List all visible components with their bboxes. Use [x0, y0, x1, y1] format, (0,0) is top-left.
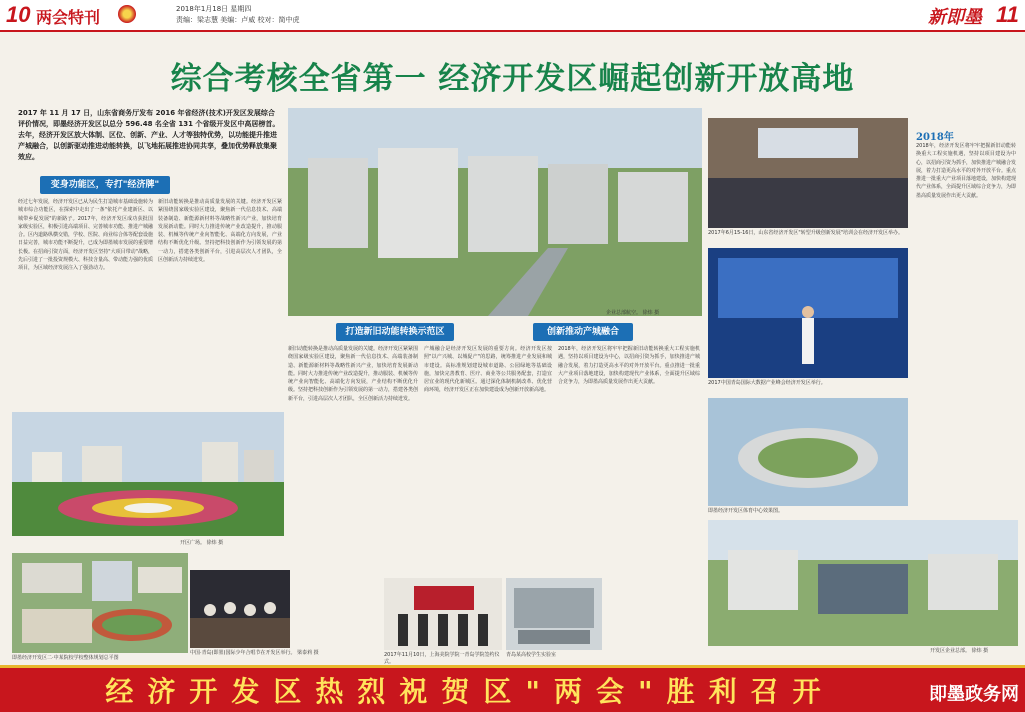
aerial-photo	[288, 108, 702, 316]
campus-caption: 即墨经济开发区二·中某院校学校整体规划总平图	[12, 655, 119, 661]
page-number-right: 11	[996, 2, 1019, 27]
article-column-5: 2018年，经济开发区将牢牢把握新旧动能转换重大工程实施机遇，坚持以项目建设为中心，以招商引资为抓手，加快推进产城融合发展，着力打造更高水平的对外开放平台。重点推进一批重大产业项目落地建设，加快构建现代产业体系，全面提升区域综合竞争力，为即墨高质量发展作出更大贡献。	[916, 143, 1016, 199]
footer-slogan: 经济开发区热烈祝贺区"两会"胜利召开	[105, 675, 835, 708]
conference-caption: 2017年6月15-16日，山东省经济开发区"转型升级创新发展"培训会在经济开发区举办。	[708, 230, 904, 236]
speaker-caption: 2017中国青岛国际大数据产业峰会经济开发区举行。	[708, 380, 826, 386]
lab-caption: 青岛某高校学生实验室	[506, 652, 557, 658]
article-column-4: 2018年，经济开发区将牢牢把握新旧动能转换重大工程实施机遇，坚持以项目建设为中心，以招商引资为抓手，加快推进产城融合发展，着力打造更高水平的对外开放平台。重点推进一批重大产业项目落地建设，加快构建现代产业体系，全面提升区域综合竞争力，为即墨高质量发展作出更大贡献。	[558, 346, 700, 386]
business-caption: 开发区企业总部。 徐炜 摄	[930, 648, 989, 654]
section-title: 两会特刊	[36, 8, 101, 27]
stadium-caption: 即墨经济开发区体育中心效果图。	[708, 508, 784, 514]
conference-image	[708, 118, 908, 228]
section-banner-3: 创新推动产城融合	[533, 323, 633, 341]
campus-plan-render	[12, 553, 188, 653]
garden-photo-image	[12, 412, 284, 536]
section-banner-1: 变身功能区，专打"经济牌"	[40, 176, 170, 194]
article-column-3: 产城融合是经济开发区发展的重要方向。经济开发区按照"以产兴城、以城促产"的思路，统筹推进产业发展和城市建设。高标准规划建设城市道路、公园绿地等基础设施，加快完善教育、医疗、商业等公共服务配套，打造宜居宜业的现代化新城区。通过深化体制机制改革、优化营商环境，经济开发区正在加快建设成为创新开放新高地。	[424, 346, 552, 394]
page-header	[0, 0, 1025, 32]
speaker-photo	[708, 248, 908, 378]
national-emblem-icon	[118, 5, 136, 23]
lede-paragraph: 2017 年 11 月 17 日，山东省商务厅发布 2016 年省经济(技术)开发区发展综合评价情况，即墨经济开发区以总分 596.48 名全省 131 个省级开发区中高居榜首。去年，经济开发区放大体制、区位、创新、产业、人才等独特优势，以功能提升推进产城融合，以创新驱动推进动能转换，以飞地拓展推进协同共享，叠加优势释放集聚效应。	[18, 109, 280, 161]
issue-meta	[176, 4, 299, 26]
campus-plan-image	[12, 553, 188, 653]
article-column-1b: 新旧动能转换是推动高质量发展的关键。经济开发区紧紧围绕国家级实验区建设，聚焦新一代信息技术、高端装备制造、新能源新材料等战略性新兴产业，加快培育发展新动能。同时大力推进传统产业改造提升，推动服装、机械等传统产业向智能化、高端化方向发展，产业结构不断优化升级。坚持把科技创新作为引领发展的第一动力，搭建各类创新平台，引进高层次人才团队，全区创新活力持续迸发。	[158, 199, 282, 264]
business-photo	[708, 520, 1018, 646]
article-column-2: 新旧动能转换是推动高质量发展的关键。经济开发区紧紧围绕国家级实验区建设，聚焦新一代信息技术、高端装备制造、新能源新材料等战略性新兴产业，加快培育发展新动能。同时大力推进传统产业改造提升，推动服装、机械等传统产业向智能化、高端化方向发展，产业结构不断优化升级。坚持把科技创新作为引领发展的第一动力，搭建各类创新平台，引进高层次人才团队，全区创新活力持续迸发。	[288, 346, 418, 402]
garden-caption: 开区广场。 徐炜 摄	[180, 540, 224, 546]
lab-photo	[506, 578, 602, 650]
conference-photo	[708, 118, 908, 228]
aerial-image	[288, 108, 702, 316]
issue-date: 2018年1月18日 星期四	[176, 5, 252, 13]
orchestra-photo	[190, 570, 290, 648]
page-number-left: 10	[6, 2, 31, 27]
business-image	[708, 520, 1018, 646]
speaker-image	[708, 248, 908, 378]
issue-editors: 责编：梁志慧 美编：卢威 校对：简中虎	[176, 16, 300, 24]
stadium-photo	[708, 398, 908, 506]
garden-photo	[12, 412, 284, 536]
year-tag: 2018年	[916, 132, 954, 143]
ceremony-image	[384, 578, 502, 650]
article-column-1: 经过七年发展，经济开发区已从为民生打造城市基础设施转为城市综合功能区，在探索中走出了一条"依托产业建新区、以城带乡促发展"的新路子。2017年，经济开发区成功获批国家级实验区，积极引进高端项目、完善城市功能、推进产城融合。区内道路纵横交错，学校、医院、商业综合体等配套设施日益完善，城市功能不断提升，已成为即墨城市发展的重要增长极。在招商引资方面，经济开发区坚持"大项目带动"战略，先后引进了一批投资规模大、科技含量高、带动能力强的优质项目，为区域经济发展注入了强劲动力。	[18, 199, 153, 272]
orchestra-caption: 中国·青岛(即墨)国际少年合唱节在开发区举行。 梁泰莉 摄	[190, 650, 319, 656]
lab-image	[506, 578, 602, 650]
site-watermark: 即墨政务网	[929, 684, 1019, 705]
aerial-caption: 企业总部航空。 徐炜 摄	[606, 310, 660, 316]
orchestra-image	[190, 570, 290, 648]
ceremony-photo	[384, 578, 502, 650]
section-banner-2: 打造新旧动能转换示范区	[336, 323, 454, 341]
ceremony-caption: 2017年11月10日，上海美院学院一青岛学院签约仪式。	[384, 652, 500, 665]
newspaper-logo: 新即墨	[928, 7, 982, 28]
stadium-image	[708, 398, 908, 506]
headline: 综合考核全省第一 经济开发区崛起创新开放高地	[170, 61, 855, 97]
